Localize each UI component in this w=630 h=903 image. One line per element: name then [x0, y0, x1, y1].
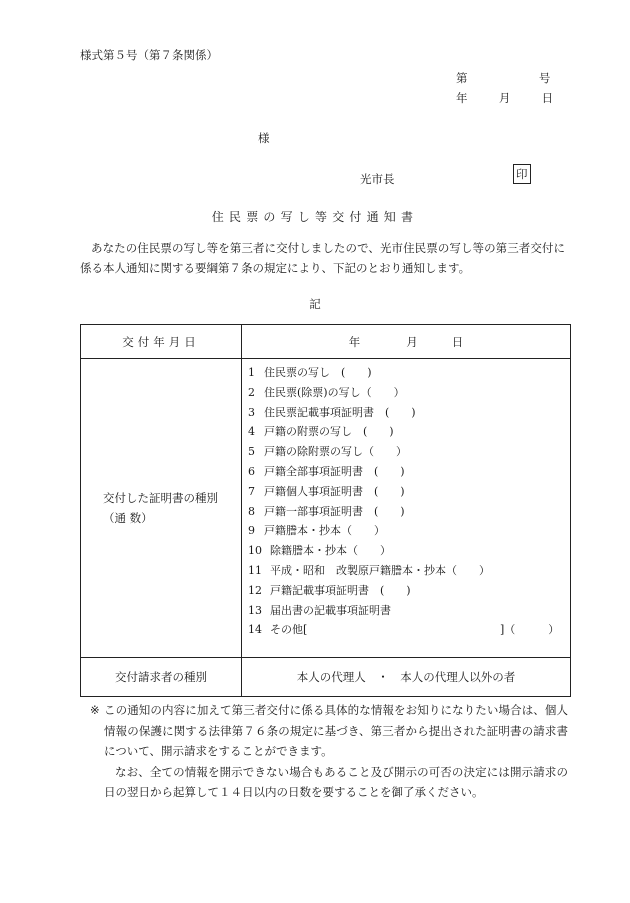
- item-number: 9: [248, 524, 255, 538]
- item-text: 戸籍全部事項証明書 ( ): [264, 464, 405, 478]
- list-item: [248, 462, 570, 482]
- item-number: 8: [248, 504, 255, 518]
- item-text: 戸籍謄本・抄本（ ）: [264, 524, 385, 538]
- requester-type-value: 本人の代理人 ・ 本人の代理人以外の者: [242, 658, 571, 697]
- notification-table: [80, 324, 571, 697]
- issue-year-label: 年: [348, 334, 361, 349]
- item-text: 戸籍の附票の写し ( ): [264, 425, 394, 439]
- issue-day-label: 日: [451, 334, 464, 349]
- certificate-list: [242, 359, 570, 640]
- certificate-types-label-line2: （通 数）: [103, 511, 153, 525]
- seal-stamp: 印: [513, 164, 531, 184]
- number-prefix: 第: [456, 71, 468, 85]
- item-number: 4: [248, 425, 255, 439]
- item-number: 5: [248, 445, 255, 459]
- list-item: [248, 442, 570, 462]
- item-text: 戸籍一部事項証明書 ( ): [264, 504, 405, 518]
- table-row-requester-type: [81, 658, 571, 697]
- certificate-types-label: [81, 359, 242, 658]
- item-number: 14: [248, 623, 262, 637]
- item-text: 戸籍個人事項証明書 ( ): [264, 484, 405, 498]
- item-number: 2: [248, 385, 255, 399]
- item-text: 届出書の記載事項証明書: [270, 603, 391, 617]
- item-number: 7: [248, 484, 255, 498]
- item-number: 13: [248, 603, 262, 617]
- date-month-label: 月: [498, 91, 511, 105]
- note-paragraph-1: この通知の内容に加えて第三者交付に係る具体的な情報をお知りになりたい場合は、個人情報の保護に関する法律第７６条の規定に基づき、第三者から提出された証明書の請求書について、開示請求をすることができます。: [104, 703, 568, 758]
- list-item: [248, 482, 570, 502]
- list-item-other: [248, 620, 570, 640]
- issuer-name: 光市長: [360, 172, 395, 186]
- item-text: 平成・昭和 改製原戸籍謄本・抄本（ ）: [270, 563, 490, 577]
- item-text: 除籍謄本・抄本（ ）: [270, 544, 391, 558]
- item-number: 1: [248, 366, 255, 379]
- list-item: [248, 383, 570, 403]
- note-section: [90, 700, 568, 803]
- note-paragraph-2: なお、全ての情報を開示できない場合もあること及び開示の可否の決定には開示請求の日の翌日から起算して１４日以内の日数を要することを御了承ください。: [104, 764, 568, 799]
- date-year-label: 年: [456, 91, 468, 105]
- body-paragraph: あなたの住民票の写し等を第三者に交付しましたので、光市住民票の写し等の第三者交付に係る本人通知に関する要綱第７条の規定により、下記のとおり通知します。: [80, 241, 565, 275]
- item-text: 住民票(除票)の写し（ ）: [264, 385, 405, 399]
- table-row-issue-date: [81, 325, 571, 359]
- list-item: [248, 502, 570, 522]
- document-number-line: [456, 70, 550, 86]
- item-number: 12: [248, 583, 262, 597]
- certificate-list-cell: [242, 359, 571, 658]
- date-day-label: 日: [541, 91, 554, 105]
- item-text: その他[: [270, 623, 308, 637]
- item-text: 住民票記載事項証明書 ( ): [264, 405, 416, 419]
- document-title: 住民票の写し等交付通知書: [211, 210, 419, 224]
- issue-date-line: [456, 90, 553, 106]
- list-item: [248, 363, 570, 383]
- issue-month-label: 月: [406, 334, 418, 349]
- ki-heading: 記: [309, 297, 321, 311]
- item-number: 11: [248, 563, 262, 577]
- requester-type-label: 交付請求者の種別: [81, 658, 242, 697]
- item-text: 住民票の写し ( ): [264, 366, 372, 379]
- form-number: 様式第５号（第７条関係）: [80, 48, 218, 62]
- item-text: 戸籍記載事項証明書 ( ): [270, 583, 411, 597]
- other-bracket-close: ]（ ）: [500, 623, 560, 637]
- item-number: 3: [248, 405, 255, 419]
- item-number: 6: [248, 464, 255, 478]
- table-row-certificate-types: [81, 359, 571, 658]
- addressee: 様: [258, 131, 270, 145]
- list-item: [248, 561, 570, 581]
- issue-date-value: [242, 325, 571, 359]
- list-item: [248, 541, 570, 561]
- list-item: [248, 403, 570, 423]
- note-mark: ※: [90, 703, 100, 717]
- number-suffix: 号: [538, 71, 551, 85]
- item-number: 10: [248, 544, 262, 558]
- list-item: [248, 581, 570, 601]
- item-text: 戸籍の除附票の写し（ ）: [264, 445, 407, 459]
- list-item: [248, 521, 570, 541]
- list-item: [248, 422, 570, 442]
- issue-date-label: 交付年月日: [81, 325, 242, 359]
- list-item: [248, 601, 570, 621]
- certificate-types-label-line1: 交付した証明書の種別: [103, 491, 218, 505]
